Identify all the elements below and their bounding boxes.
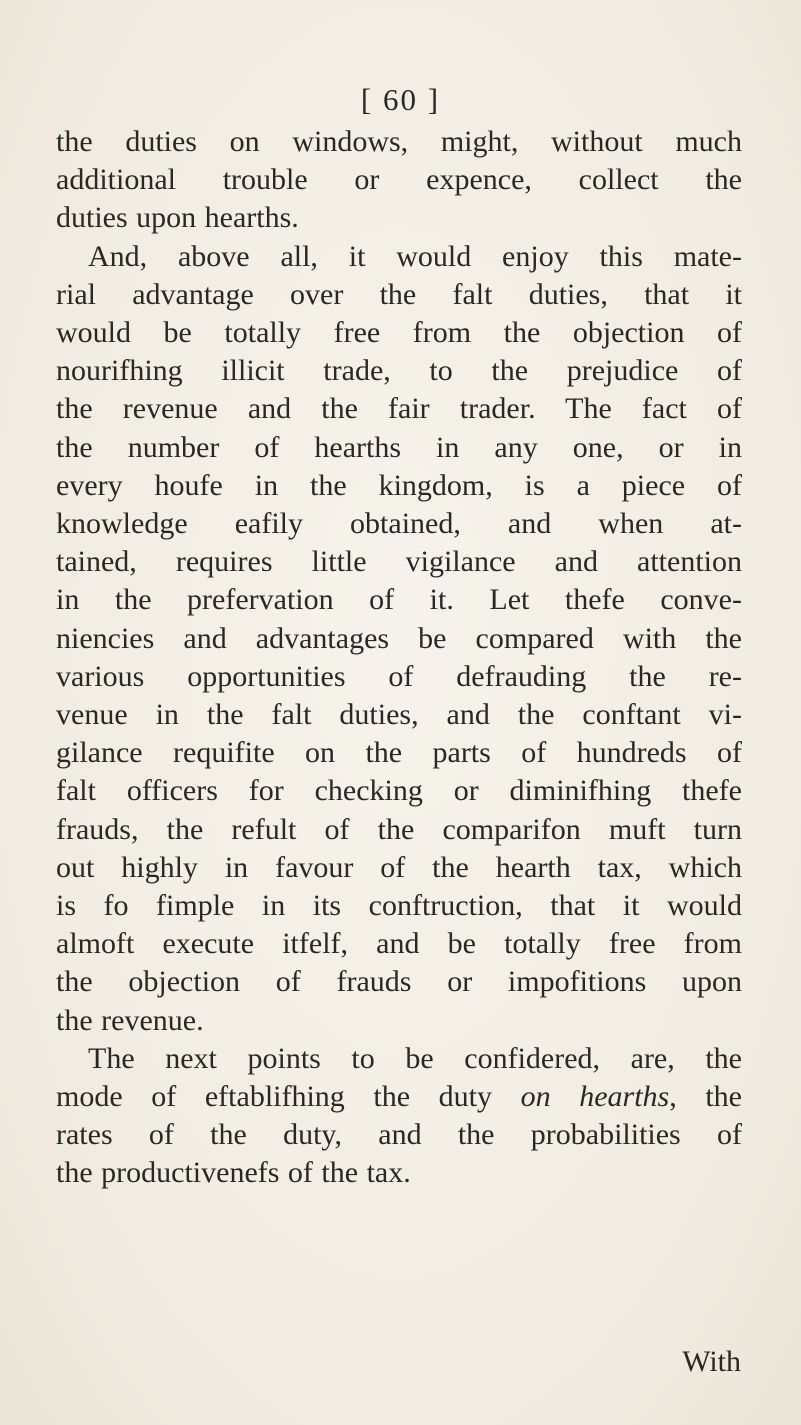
- text-line: in the prefervation of it. Let thefe conve-: [56, 583, 742, 617]
- text-line: gilance requifite on the parts of hundreds of: [56, 736, 742, 770]
- text-line-mixed: [56, 1078, 742, 1116]
- text-line: niencies and advantages be compared with the: [56, 621, 742, 655]
- text-line: additional trouble or expence, collect the: [56, 163, 742, 197]
- text-line: rates of the duty, and the probabilities of: [56, 1118, 742, 1152]
- text-line: falt officers for checking or diminifhing thefe: [56, 774, 742, 808]
- text-line: the duties on windows, might, without much: [56, 125, 742, 158]
- paragraph-start-line: And, above all, it would enjoy this mate-: [88, 239, 742, 273]
- text-line: duties upon hearths.: [56, 201, 299, 235]
- text-line: knowledge eafily obtained, and when at-: [56, 507, 742, 541]
- text-line: the objection of frauds or impofitions upon: [56, 965, 742, 999]
- text-run: mode of eftablifhing the duty: [56, 1080, 493, 1114]
- text-line: the number of hearths in any one, or in: [56, 430, 742, 464]
- text-line: out highly in favour of the hearth tax, which: [56, 850, 742, 884]
- body-text: [56, 123, 742, 1193]
- text-line: frauds, the refult of the comparifon muft turn: [56, 812, 742, 846]
- text-line: almoft execute itfelf, and be totally free from: [56, 927, 742, 961]
- text-line: is fo fimple in its conftruction, that it would: [56, 889, 742, 923]
- catchword: With: [682, 1345, 741, 1378]
- text-line: various opportunities of defrauding the re-: [56, 659, 742, 693]
- text-line: tained, requires little vigilance and attention: [56, 545, 742, 579]
- text-line: every houfe in the kingdom, is a piece of: [56, 468, 742, 502]
- text-line: the revenue.: [56, 1003, 204, 1037]
- text-line: rial advantage over the falt duties, that it: [56, 277, 742, 311]
- text-line: would be totally free from the objection of: [56, 316, 742, 350]
- text-line: nourifhing illicit trade, to the prejudice of: [56, 354, 742, 388]
- text-line: the productivenefs of the tax.: [56, 1156, 411, 1190]
- paragraph-start-line: The next points to be confidered, are, the: [88, 1041, 742, 1075]
- text-line: the revenue and the fair trader. The fact of: [56, 392, 742, 426]
- page-number-header: [ 60 ]: [360, 82, 441, 117]
- italic-phrase: on hearths: [520, 1080, 670, 1114]
- text-line: venue in the falt duties, and the conftant vi-: [56, 698, 742, 732]
- text-run: , the: [669, 1080, 742, 1114]
